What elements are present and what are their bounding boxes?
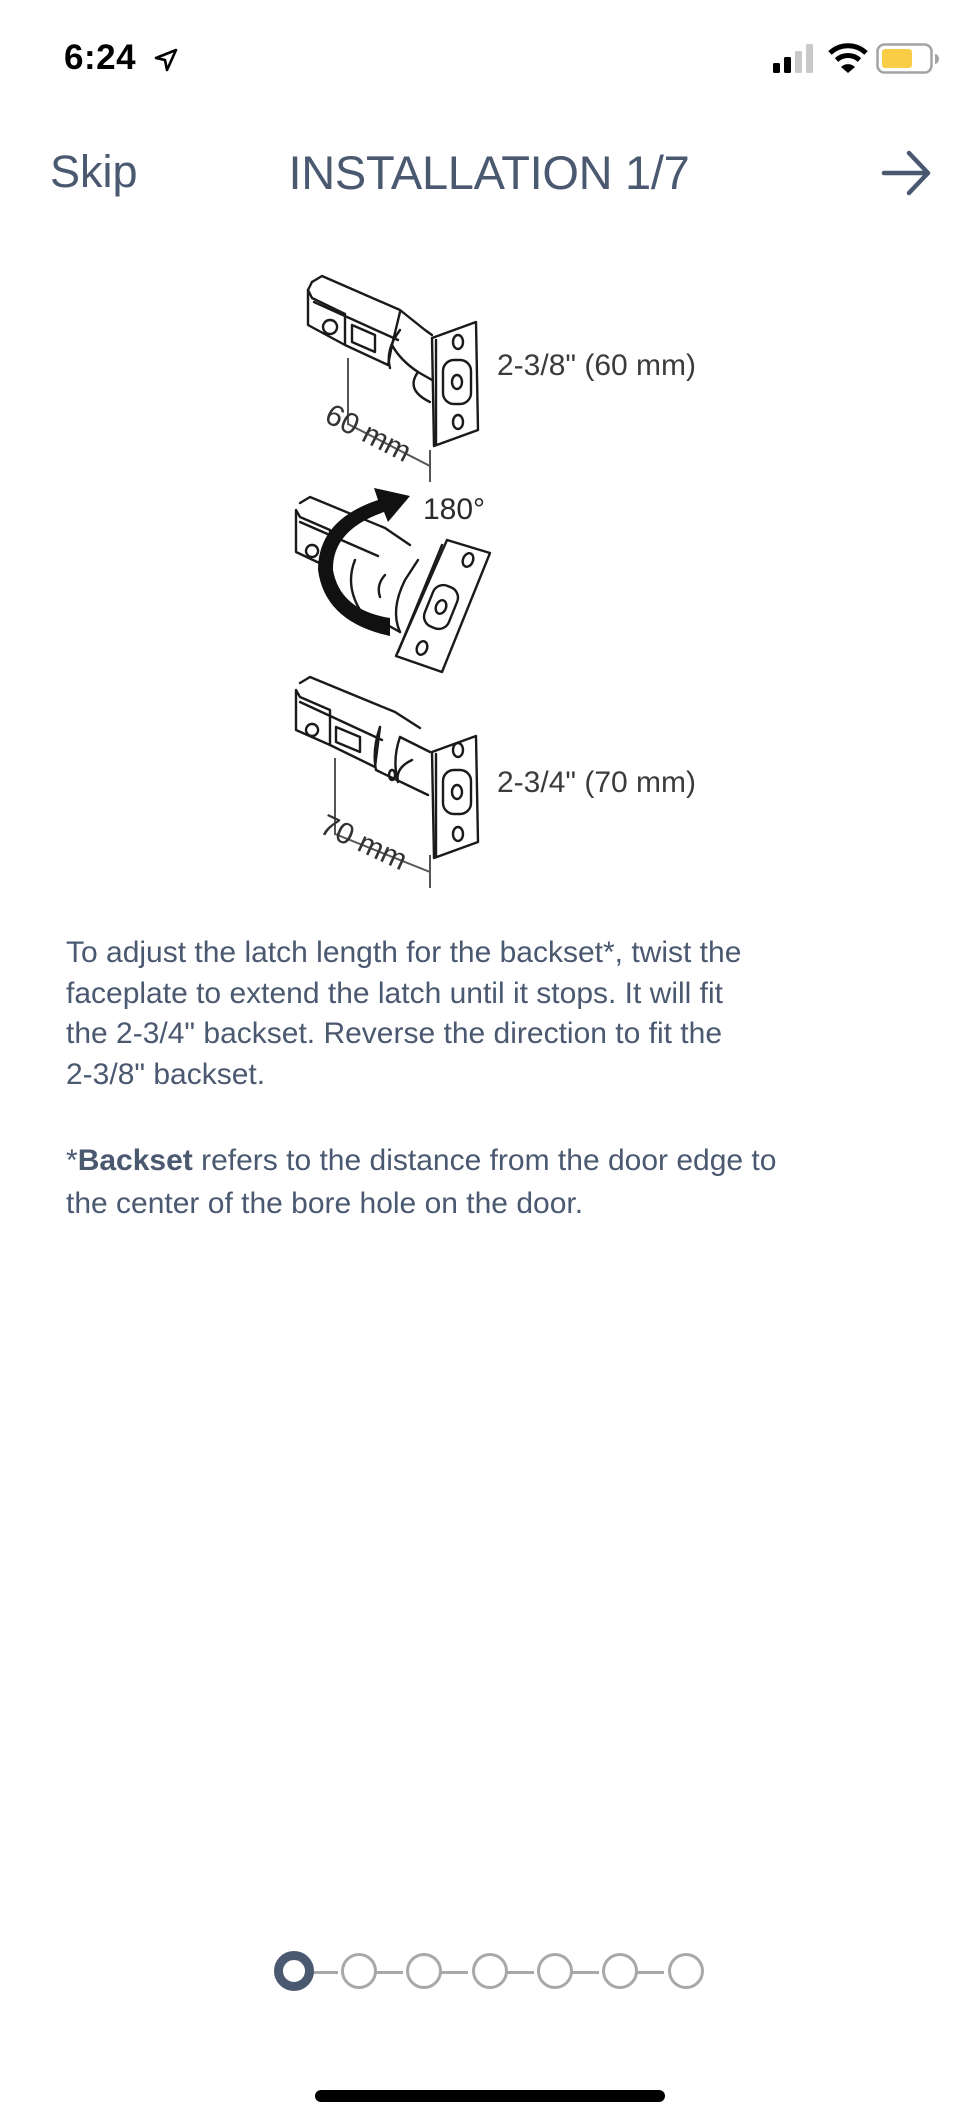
pager-dot-6[interactable] (602, 1953, 638, 1989)
instructions-paragraph (66, 933, 926, 1095)
latch-adjustment-diagram (280, 260, 740, 900)
pager-dot-3[interactable] (406, 1953, 442, 1989)
pager-dot-1[interactable] (274, 1951, 314, 1991)
wifi-icon (828, 42, 868, 74)
next-button[interactable] (878, 146, 934, 200)
instruction-line: To adjust the latch length for the backset*, twist the (66, 936, 742, 969)
backset-60mm-label: 2-3/8" (60 mm) (497, 349, 697, 382)
footnote-term: Backset (77, 1144, 193, 1177)
home-indicator[interactable] (315, 2090, 665, 2102)
backset-70mm-label: 2-3/4" (70 mm) (497, 766, 697, 799)
rotation-180-label: 180° (423, 493, 486, 526)
skip-button[interactable]: Skip (50, 146, 138, 197)
dimension-70mm-label: 70 mm (315, 808, 413, 878)
page-title-text: INSTALLATION 1/7 (288, 146, 690, 199)
cellular-signal-icon (773, 44, 819, 74)
pager-dot-7[interactable] (668, 1953, 704, 1989)
pager-connector (310, 1971, 338, 1974)
status-time: 6:24 (64, 38, 137, 77)
footnote-text: refers to the distance from the door edge to (192, 1144, 777, 1177)
location-arrow-icon (153, 47, 179, 73)
footnote-text-line2: the center of the bore hole on the door. (66, 1187, 584, 1220)
footnote-asterisk: * (66, 1144, 78, 1177)
backset-footnote (66, 1139, 936, 1225)
arrow-right-icon (878, 146, 934, 200)
pager-dot-5[interactable] (537, 1953, 573, 1989)
page-title (0, 145, 980, 200)
instruction-line: 2-3/8" backset. (66, 1057, 266, 1091)
pager-dot-4[interactable] (472, 1953, 508, 1989)
step-pager (272, 1950, 712, 1994)
instruction-line: faceplate to extend the latch until it stops. It will fit (66, 976, 724, 1010)
instruction-line: the 2-3/4" backset. Reverse the direction to fit the (66, 1017, 723, 1050)
pager-dot-2[interactable] (341, 1953, 377, 1989)
battery-icon (876, 43, 940, 75)
dimension-60mm-label: 60 mm (319, 397, 417, 469)
